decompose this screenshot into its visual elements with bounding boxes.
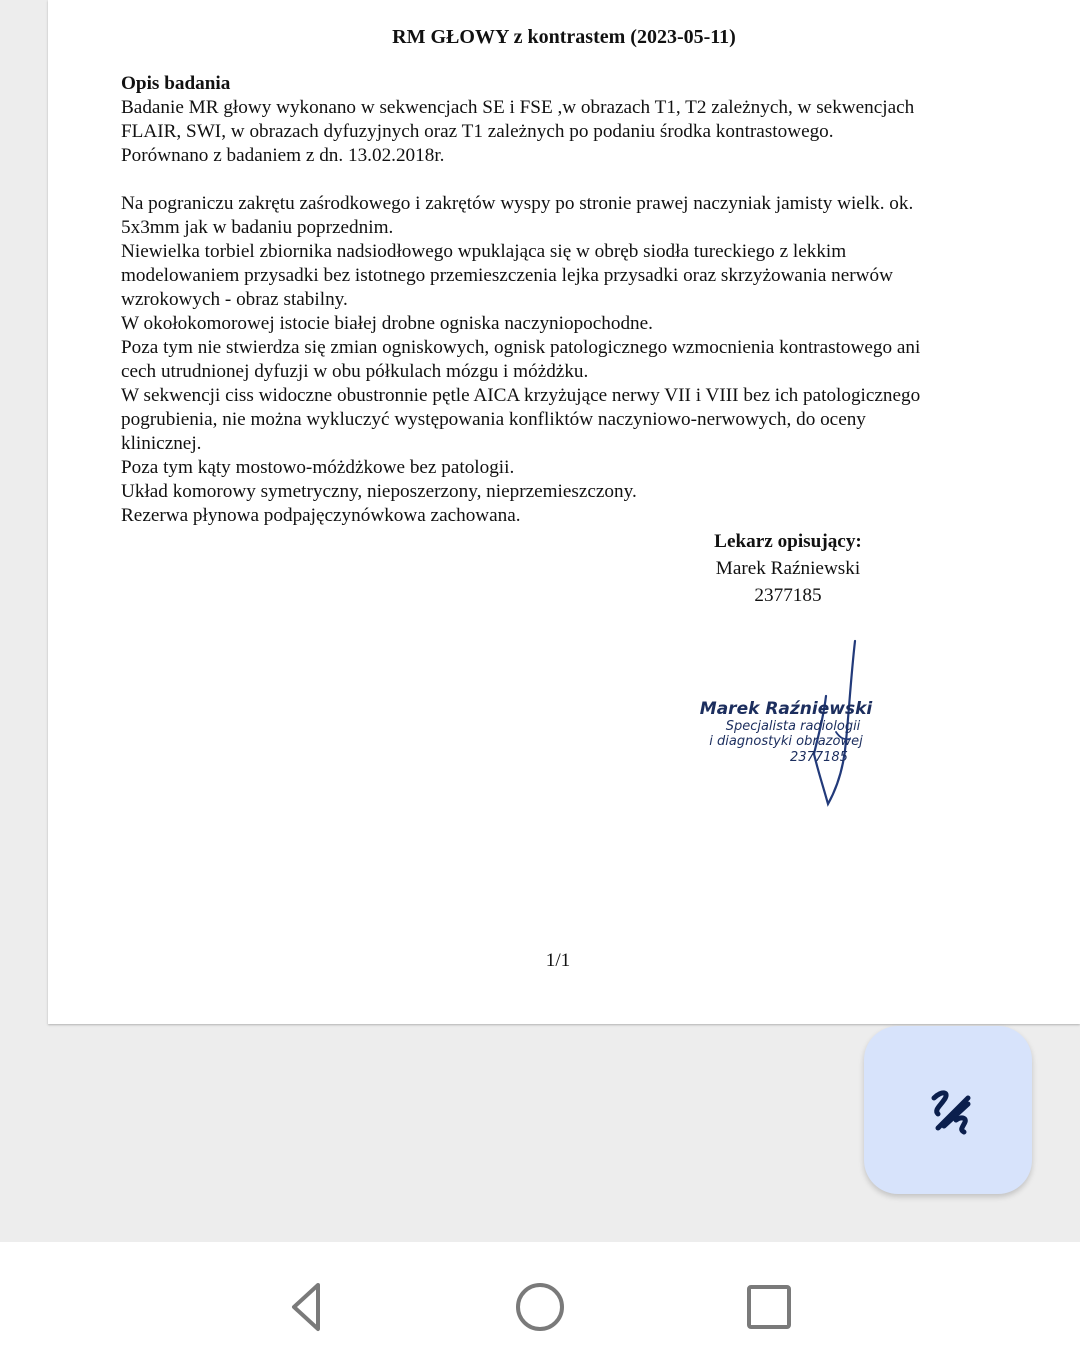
sign-document-button[interactable] <box>864 1026 1032 1194</box>
back-button[interactable] <box>268 1267 348 1347</box>
doctor-signature-block <box>688 528 888 609</box>
text-line: W sekwencji ciss widoczne obustronnie pętle AICA krzyżujące nerwy VII i VIII bez ich patologicznego <box>121 385 921 406</box>
text-line: W okołokomorowej istocie białej drobne ogniska naczyniopochodne. <box>121 313 653 334</box>
text-line: Poza tym kąty mostowo-móżdżkowe bez patologii. <box>121 457 515 478</box>
text-line: Na pograniczu zakrętu zaśrodkowego i zakrętów wyspy po stronie prawej naczyniak jamisty wielk. ok. <box>121 193 914 214</box>
stamp-line1: Specjalista radiologii <box>725 719 861 734</box>
stamp-number: 2377185 <box>790 750 848 765</box>
doctor-stamp <box>668 636 908 811</box>
text-line: cech utrudnionej dyfuzji w obu półkulach mózgu i móżdżku. <box>121 361 589 382</box>
doctor-name: Marek Raźniewski <box>715 558 861 579</box>
text-line: Niewielka torbiel zbiornika nadsiodłowego wpuklająca się w obręb siodła tureckiego z lekkim <box>121 241 847 262</box>
stamp-name: Marek Raźniewski <box>699 699 873 719</box>
text-line: 5x3mm jak w badaniu poprzednim. <box>121 217 394 238</box>
document-title: RM GŁOWY z kontrastem (2023-05-11) <box>392 26 736 48</box>
paragraph-method <box>121 96 1021 168</box>
home-circle-icon <box>510 1277 570 1337</box>
page-number: 1/1 <box>545 950 571 971</box>
text-line: klinicznej. <box>121 433 202 454</box>
text-line: Układ komorowy symetryczny, nieposzerzony, nieprzemieszczony. <box>121 481 637 502</box>
text-line: pogrubienia, nie można wykluczyć występowania konfliktów naczyniowo-nerwowych, do oceny <box>121 409 866 430</box>
document-page <box>48 0 1080 1024</box>
text-line: modelowaniem przysadki bez istotnego przemieszczenia lejka przysadki oraz skrzyżowania nerwów <box>121 265 893 286</box>
text-line: Poza tym nie stwierdza się zmian ogniskowych, ognisk patologicznego wzmocnienia kontrastowego ani <box>121 337 921 358</box>
stamp-line2: i diagnostyki obrazowej <box>709 734 863 749</box>
document-body <box>121 72 1021 528</box>
recents-square-icon <box>739 1277 799 1337</box>
text-line: Rezerwa płynowa podpajęczynówkowa zachowana. <box>121 505 521 526</box>
text-line: wzrokowych - obraz stabilny. <box>121 289 348 310</box>
doctor-label: Lekarz opisujący: <box>714 531 862 552</box>
text-line: FLAIR, SWI, w obrazach dyfuzyjnych oraz T1 zależnych po podaniu środka kontrastowego. <box>121 121 834 142</box>
recents-button[interactable] <box>729 1267 809 1347</box>
section-heading: Opis badania <box>121 73 231 94</box>
signature-pen-icon <box>920 1082 976 1138</box>
paragraph-findings <box>121 192 1021 528</box>
text-line: Porównano z badaniem z dn. 13.02.2018r. <box>121 145 445 166</box>
back-triangle-icon <box>278 1277 338 1337</box>
system-navigation-bar <box>0 1242 1080 1372</box>
text-line: Badanie MR głowy wykonano w sekwencjach SE i FSE ,w obrazach T1, T2 zależnych, w sekwencjach <box>121 97 915 118</box>
doctor-id: 2377185 <box>754 585 822 606</box>
home-button[interactable] <box>500 1267 580 1347</box>
